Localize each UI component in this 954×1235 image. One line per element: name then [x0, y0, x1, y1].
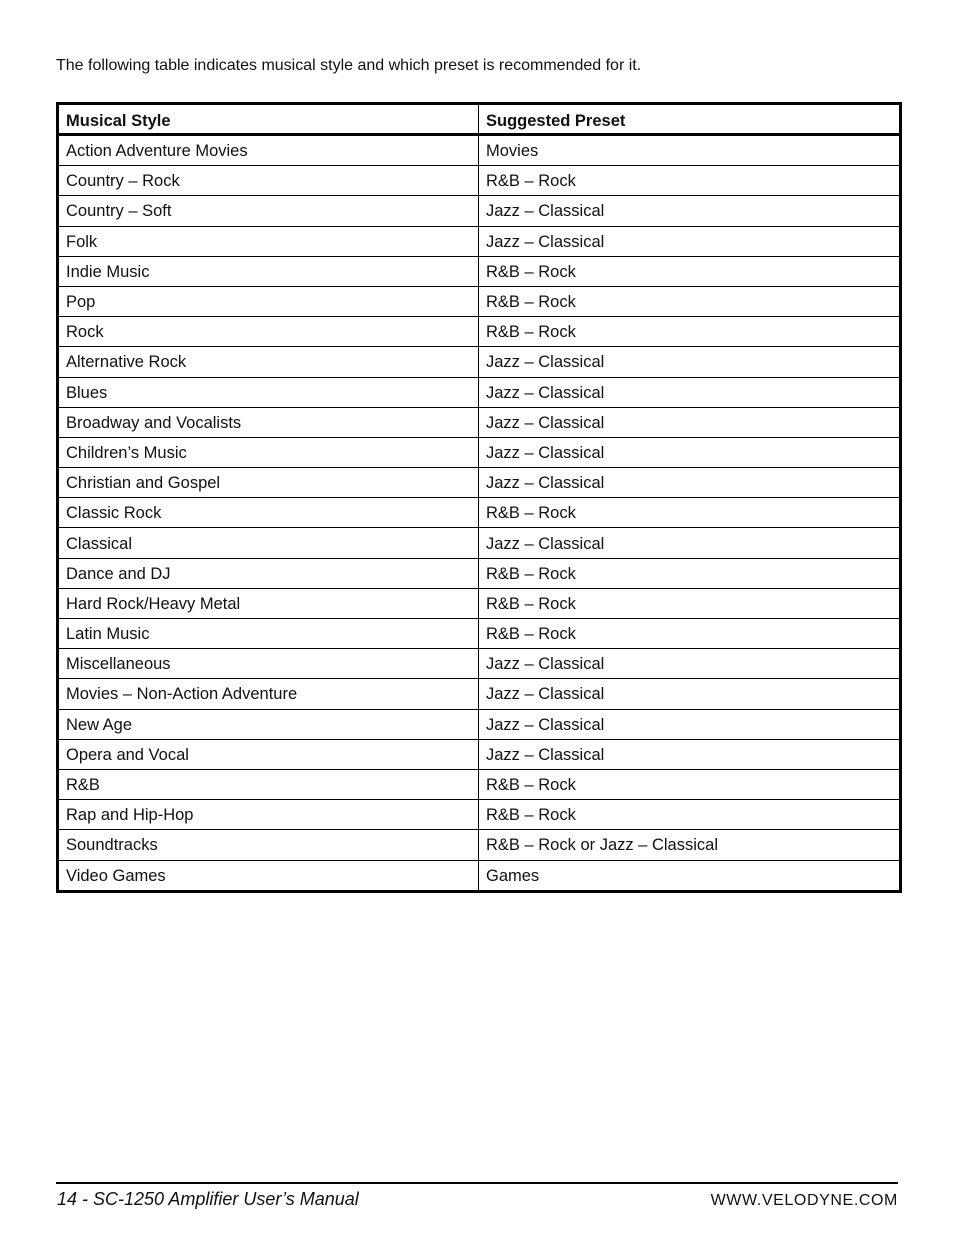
cell-musical-style: Video Games	[58, 860, 479, 891]
table-row	[58, 226, 901, 256]
column-header-suggested-preset: Suggested Preset	[479, 104, 901, 135]
table-row	[58, 860, 901, 891]
cell-suggested-preset: R&B – Rock	[479, 166, 901, 196]
table-row	[58, 196, 901, 226]
cell-musical-style: Indie Music	[58, 256, 479, 286]
table-row	[58, 588, 901, 618]
table-row	[58, 286, 901, 316]
cell-musical-style: Alternative Rock	[58, 347, 479, 377]
cell-musical-style: Miscellaneous	[58, 649, 479, 679]
footer-divider	[56, 1182, 898, 1184]
cell-musical-style: Latin Music	[58, 619, 479, 649]
cell-suggested-preset: Jazz – Classical	[479, 709, 901, 739]
table-row	[58, 468, 901, 498]
cell-musical-style: Rap and Hip-Hop	[58, 800, 479, 830]
table-body	[58, 135, 901, 892]
table-row	[58, 619, 901, 649]
table-row	[58, 135, 901, 166]
cell-musical-style: Classic Rock	[58, 498, 479, 528]
cell-suggested-preset: Movies	[479, 135, 901, 166]
cell-musical-style: Action Adventure Movies	[58, 135, 479, 166]
table-header	[58, 104, 901, 135]
cell-suggested-preset: R&B – Rock or Jazz – Classical	[479, 830, 901, 860]
table-row	[58, 317, 901, 347]
cell-musical-style: Dance and DJ	[58, 558, 479, 588]
cell-musical-style: Christian and Gospel	[58, 468, 479, 498]
column-header-musical-style: Musical Style	[58, 104, 479, 135]
footer-page-title: 14 - SC-1250 Amplifier User’s Manual	[57, 1189, 359, 1209]
table-row	[58, 437, 901, 467]
cell-suggested-preset: R&B – Rock	[479, 286, 901, 316]
cell-musical-style: Opera and Vocal	[58, 739, 479, 769]
table-row	[58, 679, 901, 709]
cell-musical-style: Hard Rock/Heavy Metal	[58, 588, 479, 618]
cell-musical-style: Pop	[58, 286, 479, 316]
table-row	[58, 407, 901, 437]
preset-table	[56, 102, 902, 893]
table-row	[58, 739, 901, 769]
intro-text: The following table indicates musical style and which preset is recommended for it.	[56, 57, 642, 74]
header-row	[58, 104, 901, 135]
cell-suggested-preset: R&B – Rock	[479, 256, 901, 286]
cell-musical-style: New Age	[58, 709, 479, 739]
table-row	[58, 649, 901, 679]
cell-suggested-preset: Jazz – Classical	[479, 528, 901, 558]
cell-suggested-preset: R&B – Rock	[479, 317, 901, 347]
table-row	[58, 800, 901, 830]
table-row	[58, 498, 901, 528]
cell-suggested-preset: Games	[479, 860, 901, 891]
table-row	[58, 709, 901, 739]
table-row	[58, 528, 901, 558]
cell-suggested-preset: Jazz – Classical	[479, 679, 901, 709]
table-row	[58, 558, 901, 588]
cell-musical-style: R&B	[58, 769, 479, 799]
cell-suggested-preset: Jazz – Classical	[479, 649, 901, 679]
cell-musical-style: Classical	[58, 528, 479, 558]
cell-musical-style: Children’s Music	[58, 437, 479, 467]
cell-musical-style: Country – Soft	[58, 196, 479, 226]
footer-website: WWW.VELODYNE.COM	[710, 1192, 898, 1209]
cell-musical-style: Rock	[58, 317, 479, 347]
table-row	[58, 769, 901, 799]
cell-suggested-preset: R&B – Rock	[479, 619, 901, 649]
table-row	[58, 347, 901, 377]
table-row	[58, 830, 901, 860]
cell-suggested-preset: R&B – Rock	[479, 769, 901, 799]
cell-musical-style: Soundtracks	[58, 830, 479, 860]
table-row	[58, 377, 901, 407]
cell-musical-style: Folk	[58, 226, 479, 256]
table-row	[58, 166, 901, 196]
cell-suggested-preset: Jazz – Classical	[479, 437, 901, 467]
cell-suggested-preset: Jazz – Classical	[479, 407, 901, 437]
cell-suggested-preset: Jazz – Classical	[479, 739, 901, 769]
cell-musical-style: Blues	[58, 377, 479, 407]
cell-suggested-preset: Jazz – Classical	[479, 347, 901, 377]
cell-suggested-preset: R&B – Rock	[479, 800, 901, 830]
table-row	[58, 256, 901, 286]
cell-musical-style: Broadway and Vocalists	[58, 407, 479, 437]
cell-suggested-preset: Jazz – Classical	[479, 468, 901, 498]
cell-musical-style: Movies – Non-Action Adventure	[58, 679, 479, 709]
cell-musical-style: Country – Rock	[58, 166, 479, 196]
cell-suggested-preset: Jazz – Classical	[479, 196, 901, 226]
cell-suggested-preset: R&B – Rock	[479, 588, 901, 618]
cell-suggested-preset: R&B – Rock	[479, 558, 901, 588]
cell-suggested-preset: Jazz – Classical	[479, 226, 901, 256]
cell-suggested-preset: R&B – Rock	[479, 498, 901, 528]
cell-suggested-preset: Jazz – Classical	[479, 377, 901, 407]
